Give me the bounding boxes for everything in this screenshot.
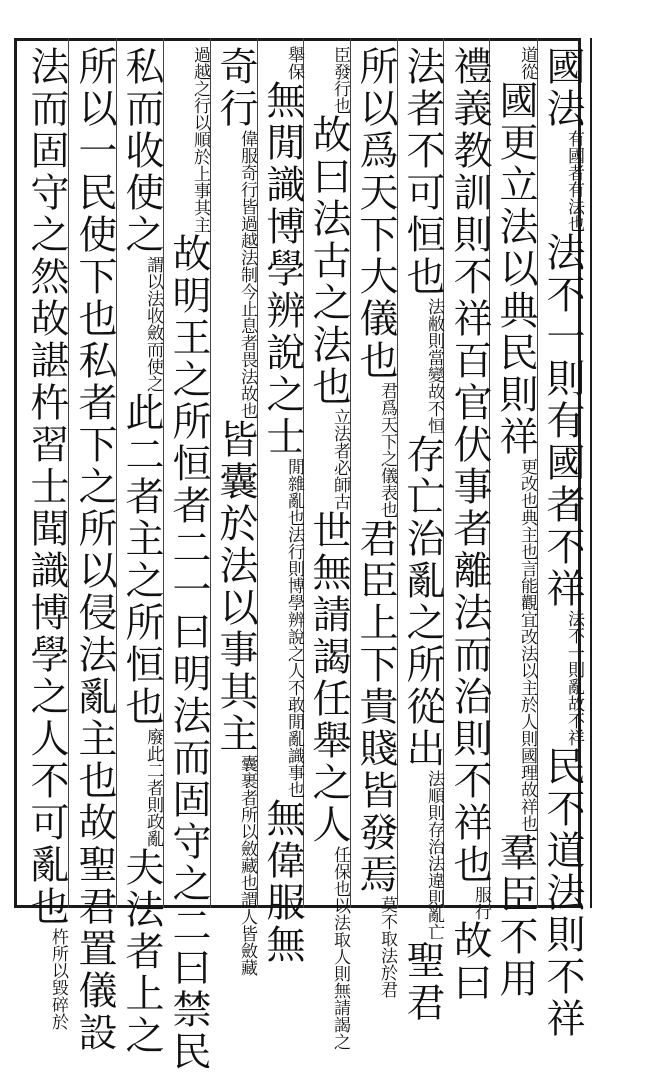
text-column-11 — [72, 46, 117, 1054]
text-column-5 — [353, 46, 398, 998]
main-text: 所以爲天下大儀也 — [353, 46, 398, 382]
main-text: 故明王之所恒者二一曰明法而固守之二曰禁民 — [166, 233, 211, 1073]
annotation-text: 過越之行以順於上事其主 — [190, 46, 210, 233]
main-text: 無閒識博學辨說之士 — [260, 80, 305, 458]
main-text: 此二者主之所恒也 — [119, 392, 164, 728]
main-text: 夫法者上之 — [119, 847, 164, 1057]
main-text: 國法 — [540, 46, 585, 130]
annotation-text: 杵所以毀碎於 — [48, 928, 68, 1030]
annotation-text: 有國者有法也 — [564, 130, 584, 232]
text-column-4 — [400, 46, 445, 1024]
main-text: 法而固守之然故諶杵習士聞識博學之人不可亂也 — [24, 46, 69, 928]
main-text: 聖君 — [400, 940, 445, 1024]
text-column-1 — [540, 46, 585, 1040]
main-text: 民不道法則不祥 — [540, 746, 585, 1040]
main-text: 存亡治亂之所從出 — [400, 434, 445, 770]
text-column-9 — [166, 46, 211, 1073]
main-text: 故曰 — [447, 920, 492, 1004]
main-text: 羣臣不用 — [493, 832, 538, 1000]
annotation-text: 立法者必師古 — [330, 408, 350, 510]
main-text: 所以一民使下也私者下之所以侵法亂主也故聖君置儀設 — [72, 46, 117, 1054]
annotation-text: 法敝則當變故不恒 — [424, 298, 444, 434]
text-column-3 — [447, 46, 492, 1004]
main-text: 君臣上下貴賤皆發焉 — [353, 518, 398, 896]
main-text: 禮義教訓則不祥百官伏事者離法而治則不祥也 — [447, 46, 492, 886]
annotation-text: 偉服奇行皆過越法制今止息者畏法故也 — [237, 130, 257, 419]
annotation-text: 任保也以法取人則無請謁之 — [330, 846, 350, 1050]
main-text: 法者不可恒也 — [400, 46, 445, 298]
main-text: 故曰法古之法也 — [306, 114, 351, 408]
main-text: 國更立法以典民則祥 — [493, 80, 538, 458]
text-column-2 — [493, 46, 538, 1000]
main-text: 世無請謁任舉之人 — [306, 510, 351, 846]
annotation-text: 莫不取法於君 — [377, 896, 397, 998]
main-text: 法不一則有國者不祥 — [540, 232, 585, 610]
annotation-text: 道從 — [517, 46, 537, 80]
main-text: 皆囊於法以事其主 — [213, 419, 258, 755]
text-column-7 — [260, 46, 305, 966]
annotation-text: 君爲天下之儀表也 — [377, 382, 397, 518]
annotation-text: 囊裹者所以斂藏也謂人皆斂藏 — [237, 755, 257, 976]
annotation-text: 舉保 — [284, 46, 304, 80]
text-column-8 — [213, 46, 258, 976]
annotation-text: 法順則存治法違則亂亡 — [424, 770, 444, 940]
main-text: 私而收使之 — [119, 46, 164, 256]
text-column-10 — [119, 46, 164, 1057]
text-column-12 — [24, 46, 69, 1030]
annotation-text: 謂以法收斂而使之 — [143, 256, 163, 392]
annotation-text: 臣發行也 — [330, 46, 350, 114]
annotation-text: 廢此二者則政亂 — [143, 728, 163, 847]
page-edge-line — [590, 38, 592, 908]
annotation-text: 服行 — [471, 886, 491, 920]
annotation-text: 閒雜亂也法行則博學辨說之人不敢閒亂識事也 — [284, 458, 304, 798]
annotation-text: 更改也典主也言能觀宜改法以主於人則國理故祥也 — [517, 458, 537, 832]
main-text: 無偉服無 — [260, 798, 305, 966]
text-column-6 — [306, 46, 351, 1050]
annotation-text: 法不一則亂故不祥 — [564, 610, 584, 746]
main-text: 奇行 — [213, 46, 258, 130]
